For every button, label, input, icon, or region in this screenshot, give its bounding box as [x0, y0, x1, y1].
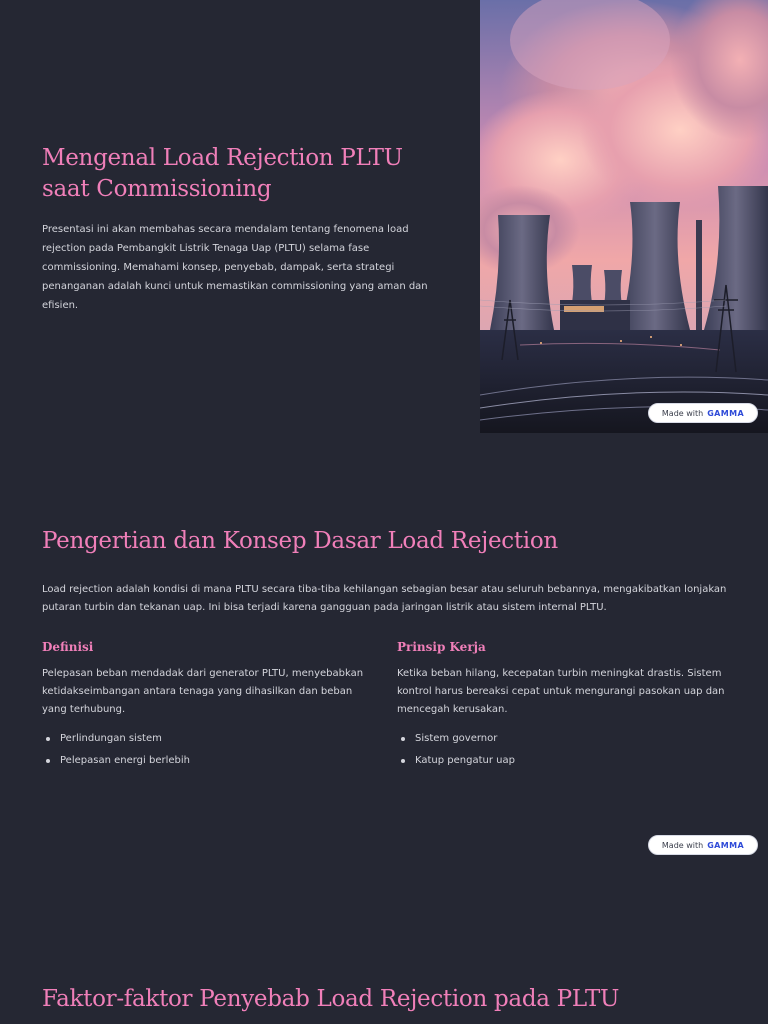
list-item: Perlindungan sistem: [42, 728, 372, 750]
badge-prefix: Made with: [661, 408, 704, 418]
slide-title: Faktor-faktor Penyebab Load Rejection pada PLTU: [42, 986, 620, 1012]
power-plant-cooling-towers-icon: [480, 0, 768, 433]
made-with-gamma-badge[interactable]: [648, 835, 758, 855]
slide-title: Pengertian dan Konsep Dasar Load Rejection: [42, 528, 558, 554]
badge-prefix: Made with: [661, 840, 704, 850]
slide-causes: [0, 934, 768, 1024]
slide-title: Mengenal Load Rejection PLTU saat Commissioning: [42, 145, 403, 202]
made-with-gamma-badge[interactable]: [648, 403, 758, 423]
list-item: Katup pengatur uap: [397, 750, 727, 772]
list-item: Pelepasan energi berlebih: [42, 750, 372, 772]
power-plant-image: [480, 0, 768, 433]
column-text: Ketika beban hilang, kecepatan turbin meningkat drastis. Sistem kontrol harus bereaksi cepat untuk mengurangi pasokan uap dan mencegah kerusakan.: [397, 668, 725, 715]
slide-intro-text: Load rejection adalah kondisi di mana PLTU secara tiba-tiba kehilangan sebagian besar atau seluruh bebannya, mengakibatkan lonjakan putaran turbin dan tekanan uap. Ini bisa terjadi karena gangguan pada jaringan listrik atau sistem internal PLTU.: [42, 584, 727, 613]
list-item: Sistem governor: [397, 728, 727, 750]
gamma-logo: GAMMA: [707, 408, 745, 418]
bullet-list: [397, 728, 727, 772]
column-prinsip-kerja: [397, 638, 727, 772]
column-text: Pelepasan beban mendadak dari generator PLTU, menyebabkan ketidakseimbangan antara tenaga yang dihasilkan dan beban yang terhubung.: [42, 668, 364, 715]
slide-intro: [0, 0, 768, 433]
column-definisi: [42, 638, 372, 772]
slide-body: Presentasi ini akan membahas secara mendalam tentang fenomena load rejection pada Pembangkit Listrik Tenaga Uap (PLTU) selama fase commissioning. Memahami konsep, penyebab, dampak, serta strategi penanganan adalah kunci untuk memastikan commissioning yang aman dan efisien.: [42, 224, 428, 311]
bullet-list: [42, 728, 372, 772]
gamma-logo: GAMMA: [707, 840, 745, 850]
column-heading: Prinsip Kerja: [397, 640, 486, 654]
slide-definition: [0, 470, 768, 862]
column-heading: Definisi: [42, 640, 94, 654]
